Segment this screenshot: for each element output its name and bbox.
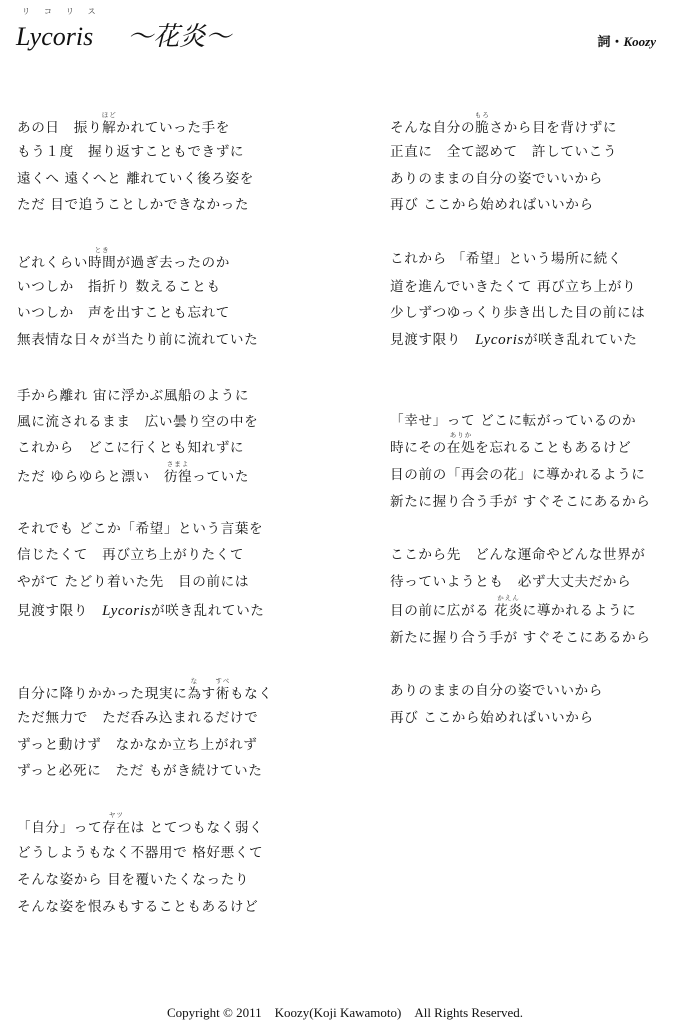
ruby-word [102, 811, 131, 836]
lyric-line [390, 305, 645, 321]
lyric-line [390, 467, 646, 483]
lyric-line [17, 547, 244, 563]
ruby-base: 花炎 [494, 603, 523, 619]
lyric-line [17, 737, 257, 753]
ruby-word [446, 431, 476, 456]
lyric-text: ただ無力で ただ呑み込まれるだけで [17, 710, 259, 726]
ruby-word [101, 111, 117, 136]
ruby-base: 存在 [102, 820, 131, 836]
lyric-text: が咲き乱れていた [150, 603, 265, 619]
lyric-text: そんな姿を恨みもすることもあるけど [17, 899, 259, 915]
lyric-text: に導かれるように [522, 603, 637, 619]
lyric-text: ありのままの自分の姿でいいから [390, 171, 603, 187]
lyric-italic-word: Lycoris [475, 332, 524, 348]
lyric-line [17, 521, 263, 537]
lyric-text: どうしようもなく不器用で 格好悪くて [17, 845, 264, 861]
title-japanese: 〜花炎〜 [127, 22, 232, 52]
ruby-word [494, 594, 523, 619]
lyric-text: 自分に降りかかった現実に [17, 686, 188, 702]
lyric-line [17, 460, 250, 485]
title-ruby: リコリス [22, 7, 110, 16]
lyric-text: どれくらい [17, 255, 88, 271]
lyric-line [390, 144, 617, 160]
lyric-text: 信じたくて 再び立ち上がりたくて [17, 547, 245, 563]
lyric-line [390, 413, 636, 429]
ruby-base: 脆 [475, 120, 490, 136]
lyric-text: そんな自分の [390, 120, 476, 136]
lyric-text: っていた [192, 469, 250, 485]
lyric-line [390, 710, 594, 726]
lyric-text: いつしか 指折り 数えることも [17, 279, 221, 295]
lyric-line [390, 494, 650, 510]
lyric-line [17, 388, 249, 404]
lyric-line [390, 431, 632, 456]
lyric-italic-word: Lycoris [102, 603, 151, 619]
lyric-text: ずっと動けず なかなか立ち上がれず [17, 737, 258, 753]
ruby-reading: な [190, 677, 199, 685]
lyric-text: もなく [229, 686, 273, 702]
lyric-line [390, 197, 594, 213]
lyric-text: いつしか 声を出すことも忘れて [17, 305, 230, 321]
title-latin: Lycoris [16, 22, 94, 51]
lyric-line [17, 845, 263, 861]
copyright-footer: Copyright © 2011 Koozy(Koji Kawamoto) All Rights Reserved. [166, 1005, 524, 1020]
lyric-line [17, 279, 221, 295]
lyric-text: これから 「希望」という場所に続く [390, 251, 623, 267]
lyric-text: 待っていようとも 必ず大丈夫だから [390, 574, 632, 590]
lyric-text: が咲き乱れていた [523, 332, 638, 348]
lyric-line [17, 440, 244, 456]
lyric-text: ここから先 どんな運命やどんな世界が [390, 547, 646, 563]
lyric-line [390, 594, 637, 619]
lyric-line [17, 710, 258, 726]
lyric-text: 見渡す限り [390, 332, 476, 348]
lyric-text: ただ 目で追うことしかできなかった [17, 197, 250, 213]
lyric-text: それでも どこか「希望」という言葉を [17, 521, 264, 537]
song-title [16, 16, 231, 53]
lyric-text: さから目を背けずに [489, 120, 618, 136]
lyric-text: ありのままの自分の姿でいいから [390, 683, 603, 699]
lyric-line [17, 332, 258, 348]
lyric-line [17, 763, 262, 779]
lyric-text: 新たに握り合う手が すぐそこにあるから [390, 494, 651, 510]
lyric-text: かれていった手を [116, 120, 230, 136]
lyric-text: 少しずつゆっくり歩き出した目の前には [390, 305, 646, 321]
lyric-text: 目の前に広がる [390, 603, 495, 619]
lyric-text: 新たに握り合う手が すぐそこにあるから [390, 630, 651, 646]
lyric-line [390, 111, 618, 136]
lyric-text: 時にその [390, 440, 447, 456]
lyric-line [17, 144, 244, 160]
lyric-line [17, 811, 264, 836]
ruby-base: 在処 [446, 440, 476, 456]
lyric-line [390, 279, 636, 295]
lyric-text: 正直に 全て認めて 許していこう [390, 144, 618, 160]
ruby-reading: ありか [449, 431, 473, 439]
lyric-line [390, 547, 646, 563]
ruby-base: 彷徨 [163, 469, 193, 485]
lyric-text: ずっと必死に ただ もがき続けていた [17, 763, 263, 779]
ruby-base: 為 [187, 686, 202, 702]
credit-author: Koozy [623, 34, 656, 49]
lyric-text: 道を進んでいきたくて 再び立ち上がり [390, 279, 637, 295]
ruby-reading: すべ [215, 677, 231, 685]
lyric-text: 風に流されるまま 広い曇り空の中を [17, 414, 259, 430]
lyric-text: 「自分」って [17, 820, 103, 836]
lyric-text: 見渡す限り [17, 603, 103, 619]
ruby-base: 解 [102, 120, 117, 136]
lyric-text: を忘れることもあるけど [475, 440, 632, 456]
ruby-reading: ヤツ [108, 811, 124, 819]
lyric-text: ただ ゆらゆらと漂い [17, 469, 164, 485]
lyric-text: もう１度 握り返すこともできずに [17, 144, 245, 160]
ruby-reading: とき [94, 246, 110, 254]
ruby-word [87, 246, 117, 271]
lyric-text: 遠くへ 遠くへと 離れていく後ろ姿を [17, 171, 254, 187]
ruby-word [215, 677, 231, 702]
lyric-text: 無表情な日々が当たり前に流れていた [17, 332, 259, 348]
lyric-line [390, 251, 622, 267]
lyric-line [390, 574, 631, 590]
ruby-base: 術 [215, 686, 230, 702]
lyric-text: 再び ここから始めればいいから [390, 710, 594, 726]
lyric-line [17, 574, 249, 590]
ruby-reading: さまよ [166, 460, 190, 468]
lyric-line [17, 197, 249, 213]
lyric-text: 目の前の「再会の花」に導かれるように [390, 467, 646, 483]
lyric-text: これから どこに行くとも知れずに [17, 440, 245, 456]
lyric-line [17, 111, 230, 136]
lyric-line [17, 872, 249, 888]
ruby-word [187, 677, 202, 702]
lyric-text: 再び ここから始めればいいから [390, 197, 594, 213]
lyric-text: は とてつもなく弱く [130, 820, 264, 836]
ruby-word [163, 460, 193, 485]
lyric-line [17, 305, 230, 321]
lyric-text: やがて たどり着いた先 目の前には [17, 574, 250, 590]
lyric-line [390, 683, 603, 699]
lyric-line [390, 630, 650, 646]
ruby-reading: もろ [474, 111, 490, 119]
lyricist-credit [597, 31, 656, 50]
lyric-line [17, 171, 254, 187]
lyric-text: す [201, 686, 216, 702]
lyric-text: 手から離れ 宙に浮かぶ風船のように [17, 388, 250, 404]
lyric-text: あの日 振り [17, 120, 103, 136]
ruby-word [474, 111, 490, 136]
lyric-text: そんな姿から 目を覆いたくなったり [17, 872, 250, 888]
lyric-line [390, 332, 638, 348]
lyric-text: 「幸せ」って どこに転がっているのか [390, 413, 637, 429]
lyric-line [17, 899, 258, 915]
lyric-line [17, 603, 265, 619]
ruby-reading: ほど [101, 111, 117, 119]
credit-prefix: 詞・ [597, 35, 624, 50]
ruby-base: 時間 [87, 255, 117, 271]
lyric-text: が過ぎ去ったのか [116, 255, 230, 271]
ruby-reading: かえん [497, 594, 520, 602]
lyric-line [17, 677, 273, 702]
lyric-line [17, 246, 230, 271]
lyric-line [17, 414, 258, 430]
lyric-line [390, 171, 603, 187]
